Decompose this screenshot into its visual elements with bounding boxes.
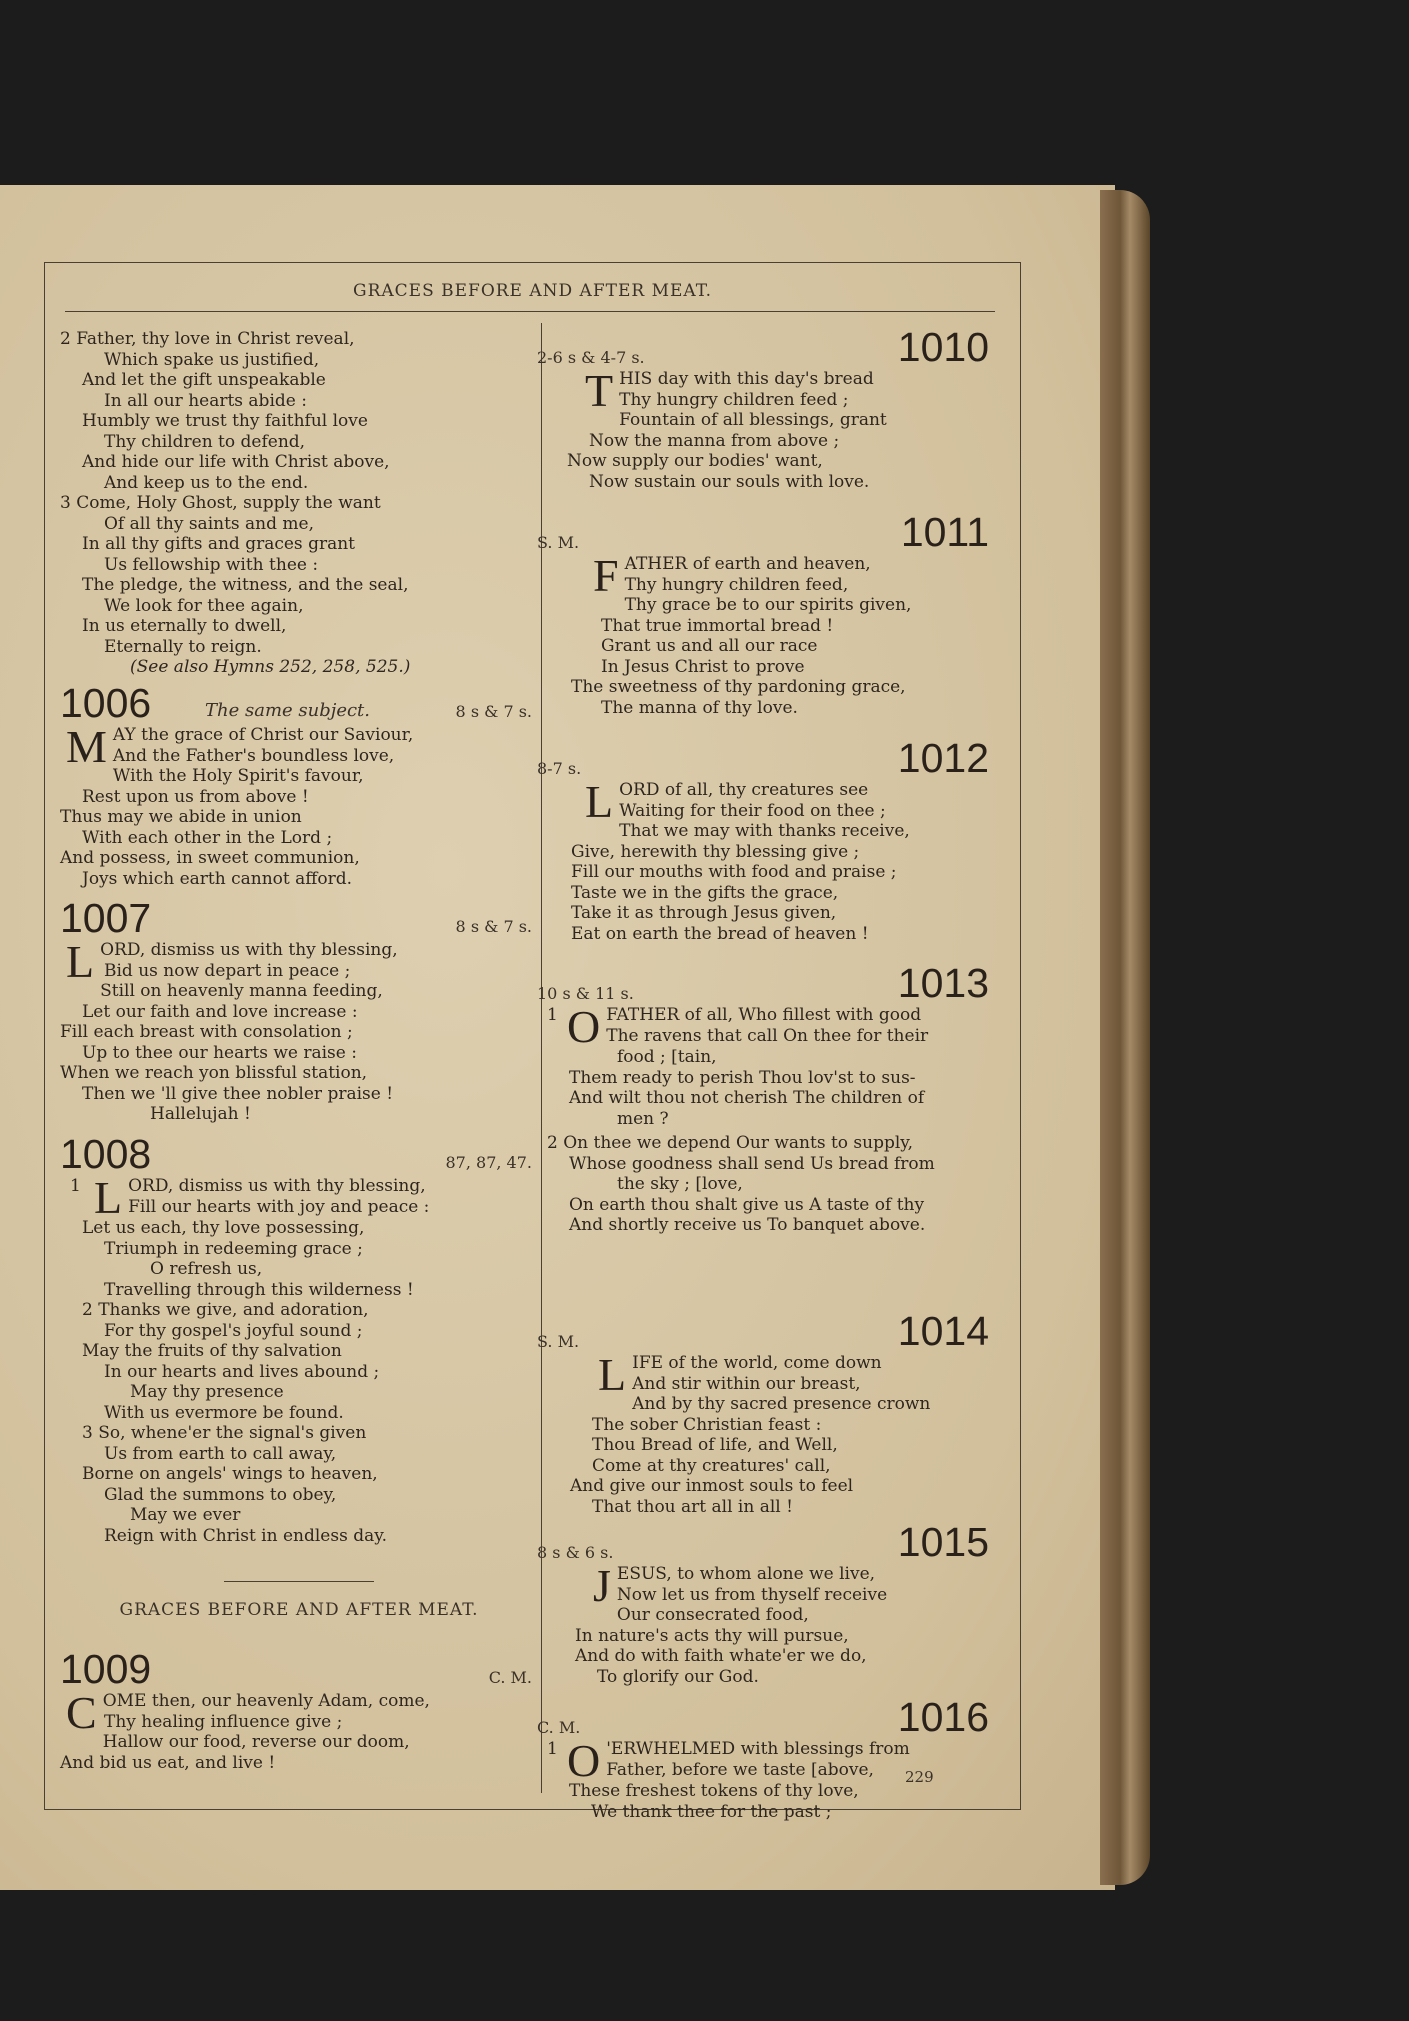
hymn-meter: 10 s & 11 s. <box>537 984 634 1003</box>
hymn-meter: C. M. <box>488 1668 532 1687</box>
verse-line: And wilt thou not cherish The children of <box>569 1088 925 1108</box>
verse-line: For thy gospel's joyful sound ; <box>104 1320 363 1341</box>
verse-line: Our consecrated food, <box>616 1605 809 1625</box>
verse-number: 1 <box>547 1005 558 1025</box>
verse-line: Then we 'll give thee nobler praise ! <box>82 1083 394 1104</box>
drop-cap: O <box>567 1735 601 1786</box>
verse-line: Triumph in redeeming grace ; <box>104 1238 363 1259</box>
verse-line: Let us each, thy love possessing, <box>82 1218 365 1238</box>
verse-line: OME then, our heavenly Adam, come, <box>102 1691 430 1711</box>
verse-line: And shortly receive us To banquet above. <box>569 1215 926 1235</box>
verse-line: Whose goodness shall send Us bread from <box>569 1153 935 1174</box>
verse-line: That we may with thanks receive, <box>619 821 910 841</box>
verse-line: Travelling through this wilderness ! <box>104 1279 414 1300</box>
verse-line: May thy presence <box>130 1382 284 1402</box>
drop-cap: F <box>593 550 619 601</box>
verse-number: 1 <box>547 1739 558 1759</box>
verse-line: 3 Come, Holy Ghost, supply the want <box>60 493 381 513</box>
section-break <box>60 1581 538 1620</box>
section-heading: GRACES BEFORE AND AFTER MEAT. <box>119 1600 479 1620</box>
verse-line: Thy grace be to our spirits given, <box>624 595 912 615</box>
verse-line: Joys which earth cannot afford. <box>82 868 352 889</box>
hymn-number: 1016 <box>897 1694 989 1740</box>
verse-line: May we ever <box>130 1505 241 1525</box>
verse-line: In us eternally to dwell, <box>82 616 287 636</box>
verse-line: Thou Bread of life, and Well, <box>592 1435 838 1455</box>
verse-line: On earth thou shalt give us A taste of thy <box>569 1194 925 1215</box>
verse-line: In all our hearts abide : <box>104 390 307 411</box>
verse-line: Glad the summons to obey, <box>104 1484 337 1505</box>
verse-line: And let the gift unspeakable <box>82 370 326 390</box>
drop-cap: L <box>94 1172 123 1223</box>
hymn-meter: 2-6 s & 4-7 s. <box>537 348 645 367</box>
verse-line: Still on heavenly manna feeding, <box>100 981 383 1001</box>
drop-cap: C <box>66 1687 97 1738</box>
hymn-1007 <box>60 896 538 1125</box>
hymn-meter: 8 s & 7 s. <box>455 702 532 721</box>
verse-line: When we reach yon blissful station, <box>60 1063 368 1083</box>
verse-line: The sweetness of thy pardoning grace, <box>571 677 906 697</box>
hymn-number: 1013 <box>897 960 989 1006</box>
hymn-number: 1012 <box>897 735 989 781</box>
verse-line: 3 So, whene'er the signal's given <box>82 1423 367 1443</box>
verse-line: ORD, dismiss us with thy blessing, <box>128 1176 426 1196</box>
verse-line: The pledge, the witness, and the seal, <box>82 575 409 595</box>
verse-line: And possess, in sweet communion, <box>60 848 360 868</box>
drop-cap: L <box>598 1349 627 1400</box>
verse-line: Come at thy creatures' call, <box>592 1455 831 1476</box>
verse-line: In nature's acts thy will pursue, <box>575 1625 849 1646</box>
hymn-1014 <box>537 1309 1007 1517</box>
verse-line: Thy hungry children feed, <box>624 574 849 595</box>
verse-line: May the fruits of thy salvation <box>82 1341 342 1361</box>
verse-line: In our hearts and lives abound ; <box>104 1361 380 1382</box>
verse-line: AY the grace of Christ our Saviour, <box>112 725 414 745</box>
verse-line: And bid us eat, and live ! <box>60 1752 276 1773</box>
hymn-meter: 87, 87, 47. <box>445 1153 532 1172</box>
verse-line: Hallow our food, reverse our doom, <box>102 1732 410 1752</box>
verse-line: Of all thy saints and me, <box>104 513 314 534</box>
verse-line: ATHER of earth and heaven, <box>624 554 871 574</box>
verse-line: The manna of thy love. <box>601 697 798 718</box>
verse-line: Taste we in the gifts the grace, <box>571 882 839 903</box>
verse-line: Fill our hearts with joy and peace : <box>128 1196 430 1217</box>
hymn-1009 <box>60 1647 538 1773</box>
page-number: 229 <box>905 1768 934 1786</box>
verse-line: Fill our mouths with food and praise ; <box>571 862 897 882</box>
verse-line: 2 Father, thy love in Christ reveal, <box>60 329 355 349</box>
verse-line: the sky ; [love, <box>617 1174 743 1194</box>
verse-line: Us from earth to call away, <box>104 1443 337 1464</box>
hymn-number: 1009 <box>60 1646 152 1692</box>
verse-line: Thy hungry children feed ; <box>619 389 849 410</box>
verse-line: Thus may we abide in union <box>60 807 302 827</box>
verse-line: Reign with Christ in endless day. <box>104 1525 387 1546</box>
drop-cap: M <box>66 721 107 772</box>
verse-number: 1 <box>70 1176 81 1196</box>
hymn-1011 <box>537 510 1007 718</box>
verse-line: With the Holy Spirit's favour, <box>112 766 364 786</box>
verse-line: In all thy gifts and graces grant <box>82 534 355 554</box>
verse-line: Give, herewith thy blessing give ; <box>571 841 860 862</box>
verse-line: Take it as through Jesus given, <box>571 903 837 923</box>
hymn-meter: S. M. <box>537 533 580 552</box>
hymn-1006 <box>60 681 538 889</box>
verse-line: We look for thee again, <box>104 595 304 616</box>
verse-line: And do with faith whate'er we do, <box>575 1646 867 1666</box>
verse-line: O refresh us, <box>150 1259 263 1279</box>
header-rule <box>65 311 995 312</box>
verse-line: Rest upon us from above ! <box>82 786 309 807</box>
hymn-number: 1014 <box>897 1308 989 1354</box>
verse-line: men ? <box>617 1108 669 1129</box>
drop-cap: J <box>593 1560 611 1611</box>
hymn-1012 <box>537 736 1007 944</box>
verse-line: Hallelujah ! <box>150 1104 251 1124</box>
hymn-1013 <box>537 961 1007 1236</box>
verse-line: ORD of all, thy creatures see <box>619 780 869 800</box>
verse-line: We thank thee for the past ; <box>591 1801 832 1822</box>
cross-reference: (See also Hymns 252, 258, 525.) <box>130 657 411 677</box>
verse-line: 'ERWHELMED with blessings from <box>606 1739 910 1759</box>
verse-line: Now let us from thyself receive <box>616 1584 888 1605</box>
verse-line: ESUS, to whom alone we live, <box>616 1564 876 1584</box>
book-spine <box>1100 190 1150 1885</box>
hymn-1008 <box>60 1132 538 1546</box>
verse-line: 2 Thanks we give, and adoration, <box>82 1300 369 1320</box>
verse-line: With us evermore be found. <box>104 1402 344 1423</box>
hymn-number: 1011 <box>900 509 989 555</box>
verse-line: And keep us to the end. <box>104 472 309 493</box>
verse-line: That true immortal bread ! <box>601 615 834 636</box>
verse-line: That thou art all in all ! <box>592 1496 793 1517</box>
verse-line: The ravens that call On thee for their <box>606 1025 929 1046</box>
verse-line: Humbly we trust thy faithful love <box>82 411 368 431</box>
verse-line: IFE of the world, come down <box>632 1353 882 1373</box>
verse-line: HIS day with this day's bread <box>619 369 874 389</box>
verse-line: Eternally to reign. <box>104 636 262 657</box>
verse-line: Fountain of all blessings, grant <box>619 410 887 430</box>
verse-line: Borne on angels' wings to heaven, <box>82 1464 378 1484</box>
verse-line: And hide our life with Christ above, <box>82 452 390 472</box>
verse-line: Thy healing influence give ; <box>104 1711 343 1732</box>
drop-cap: O <box>567 1001 601 1052</box>
drop-cap: T <box>585 365 614 416</box>
verse-line: And stir within our breast, <box>632 1373 861 1394</box>
drop-cap: L <box>66 936 95 987</box>
hymn-meter: S. M. <box>537 1332 580 1351</box>
verse-line: Fill each breast with consolation ; <box>60 1022 353 1042</box>
running-header: GRACES BEFORE AND AFTER MEAT. <box>353 281 712 301</box>
verse-line: Thy children to defend, <box>104 431 306 452</box>
verse-line: Now sustain our souls with love. <box>589 471 870 492</box>
hymn-continuation <box>60 329 538 678</box>
verse-line: Us fellowship with thee : <box>104 554 319 575</box>
verse-line: And give our inmost souls to feel <box>570 1476 854 1496</box>
verse-line: These freshest tokens of thy love, <box>569 1781 859 1801</box>
hymn-subject: The same subject. <box>205 700 371 721</box>
verse-line: Grant us and all our race <box>601 636 818 656</box>
verse-line: And the Father's boundless love, <box>112 745 395 766</box>
verse-line: food ; [tain, <box>617 1047 717 1067</box>
verse-line: ORD, dismiss us with thy blessing, <box>100 940 398 960</box>
hymn-number: 1010 <box>897 324 989 370</box>
verse-line: Now supply our bodies' want, <box>567 451 823 471</box>
verse-line: Now the manna from above ; <box>589 430 840 451</box>
hymn-1016 <box>537 1695 1007 1822</box>
hymn-meter: C. M. <box>537 1718 581 1737</box>
hymn-meter: 8 s & 7 s. <box>455 917 532 936</box>
verse-line: Waiting for their food on thee ; <box>619 800 886 821</box>
hymn-number: 1008 <box>60 1131 152 1177</box>
drop-cap: L <box>585 776 614 827</box>
hymn-1015 <box>537 1520 1007 1687</box>
hymn-number: 1006 <box>60 680 152 726</box>
hymn-number: 1015 <box>897 1519 989 1565</box>
verse-line: Eat on earth the bread of heaven ! <box>571 923 869 944</box>
verse-line: With each other in the Lord ; <box>82 827 333 848</box>
verse-line: In Jesus Christ to prove <box>601 656 805 677</box>
verse-line: Which spake us justified, <box>104 349 320 370</box>
section-rule <box>224 1581 374 1582</box>
verse-line: 2 On thee we depend Our wants to supply, <box>547 1133 914 1153</box>
verse-line: Father, before we taste [above, <box>606 1759 874 1780</box>
verse-line: The sober Christian feast : <box>592 1414 822 1435</box>
hymn-meter: 8-7 s. <box>537 759 582 778</box>
page-frame <box>44 262 1021 1822</box>
hymn-number: 1007 <box>60 895 152 941</box>
verse-line: Bid us now depart in peace ; <box>104 960 351 981</box>
hymn-meter: 8 s & 6 s. <box>537 1543 614 1562</box>
verse-line: Let our faith and love increase : <box>82 1001 358 1022</box>
hymn-1010 <box>537 325 1007 492</box>
verse-line: To glorify our God. <box>597 1666 759 1687</box>
verse-line: FATHER of all, Who fillest with good <box>606 1005 922 1025</box>
verse-line: And by thy sacred presence crown <box>632 1394 931 1414</box>
verse-line: Up to thee our hearts we raise : <box>82 1042 357 1063</box>
verse-line: Them ready to perish Thou lov'st to sus- <box>569 1067 916 1088</box>
